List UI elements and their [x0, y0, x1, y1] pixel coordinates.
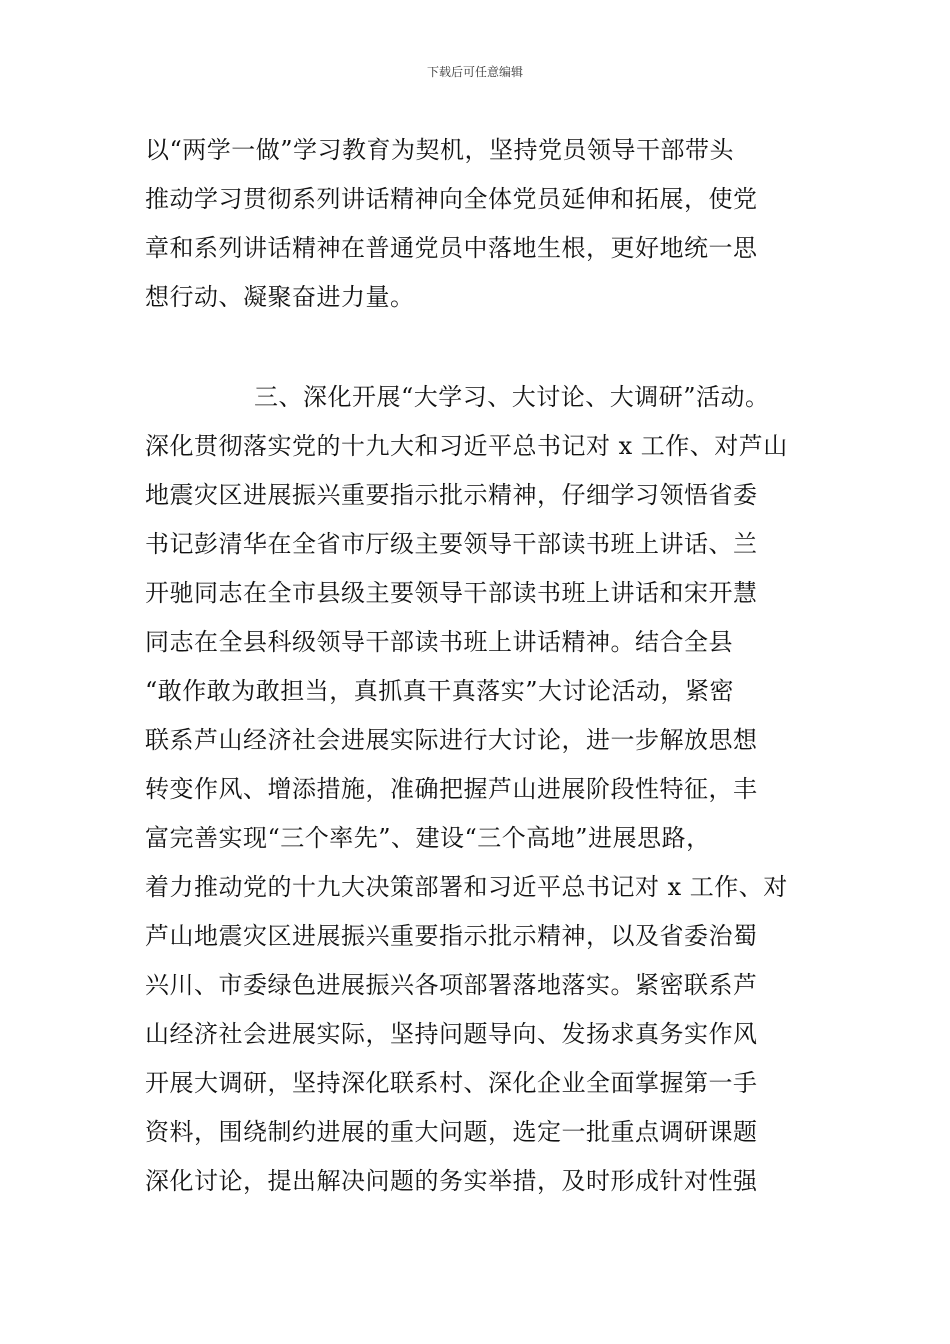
text-line: 开驰同志在全市县级主要领导干部读书班上讲话和宋开慧: [145, 579, 758, 607]
text-line: 芦山地震灾区进展振兴重要指示批示精神，以及省委治蜀: [145, 922, 758, 950]
text-line: 书记彭清华在全省市厅级主要领导干部读书班上讲话、兰: [145, 530, 758, 558]
text-line: 想行动、凝聚奋进力量。: [145, 283, 415, 311]
text-line: 兴川、市委绿色进展振兴各项部署落地落实。紧密联系芦: [145, 971, 758, 999]
text-line: “敢作敢为敢担当，真抓真干真落实”大讨论活动，紧密: [145, 677, 735, 705]
text-line: 深化贯彻落实党的十九大和习近平总书记对 x 工作、对芦山: [145, 432, 788, 460]
page-header: 下载后可任意编辑: [426, 65, 523, 79]
text-line: 章和系列讲话精神在普通党员中落地生根，更好地统一思: [145, 234, 758, 262]
text-line: 地震灾区进展振兴重要指示批示精神，仔细学习领悟省委: [145, 481, 758, 509]
paragraph-1: [145, 126, 845, 322]
text-line: 开展大调研，坚持深化联系村、深化企业全面掌握第一手: [145, 1069, 758, 1097]
paragraph-2: [145, 373, 845, 1206]
text-line: 联系芦山经济社会进展实际进行大讨论，进一步解放思想: [145, 726, 758, 754]
text-line: 富完善实现“三个率先”、建设“三个高地”进展思路，: [145, 824, 711, 852]
text-line: 以“两学一做”学习教育为契机，坚持党员领导干部带头: [145, 136, 735, 164]
section-heading: 三、深化开展“大学习、大讨论、大调研”活动。: [254, 383, 770, 411]
text-line: 深化讨论，提出解决问题的务实举措，及时形成针对性强: [145, 1167, 758, 1195]
text-line: 山经济社会进展实际，坚持问题导向、发扬求真务实作风: [145, 1020, 758, 1048]
text-line: 着力推动党的十九大决策部署和习近平总书记对 x 工作、对: [145, 873, 788, 901]
text-line: 同志在全县科级领导干部读书班上讲话精神。结合全县: [145, 628, 733, 656]
text-line: 推动学习贯彻系列讲话精神向全体党员延伸和拓展，使党: [145, 185, 758, 213]
text-line: 资料，围绕制约进展的重大问题，选定一批重点调研课题: [145, 1118, 758, 1146]
text-line: 转变作风、增添措施，准确把握芦山进展阶段性特征，丰: [145, 775, 758, 803]
